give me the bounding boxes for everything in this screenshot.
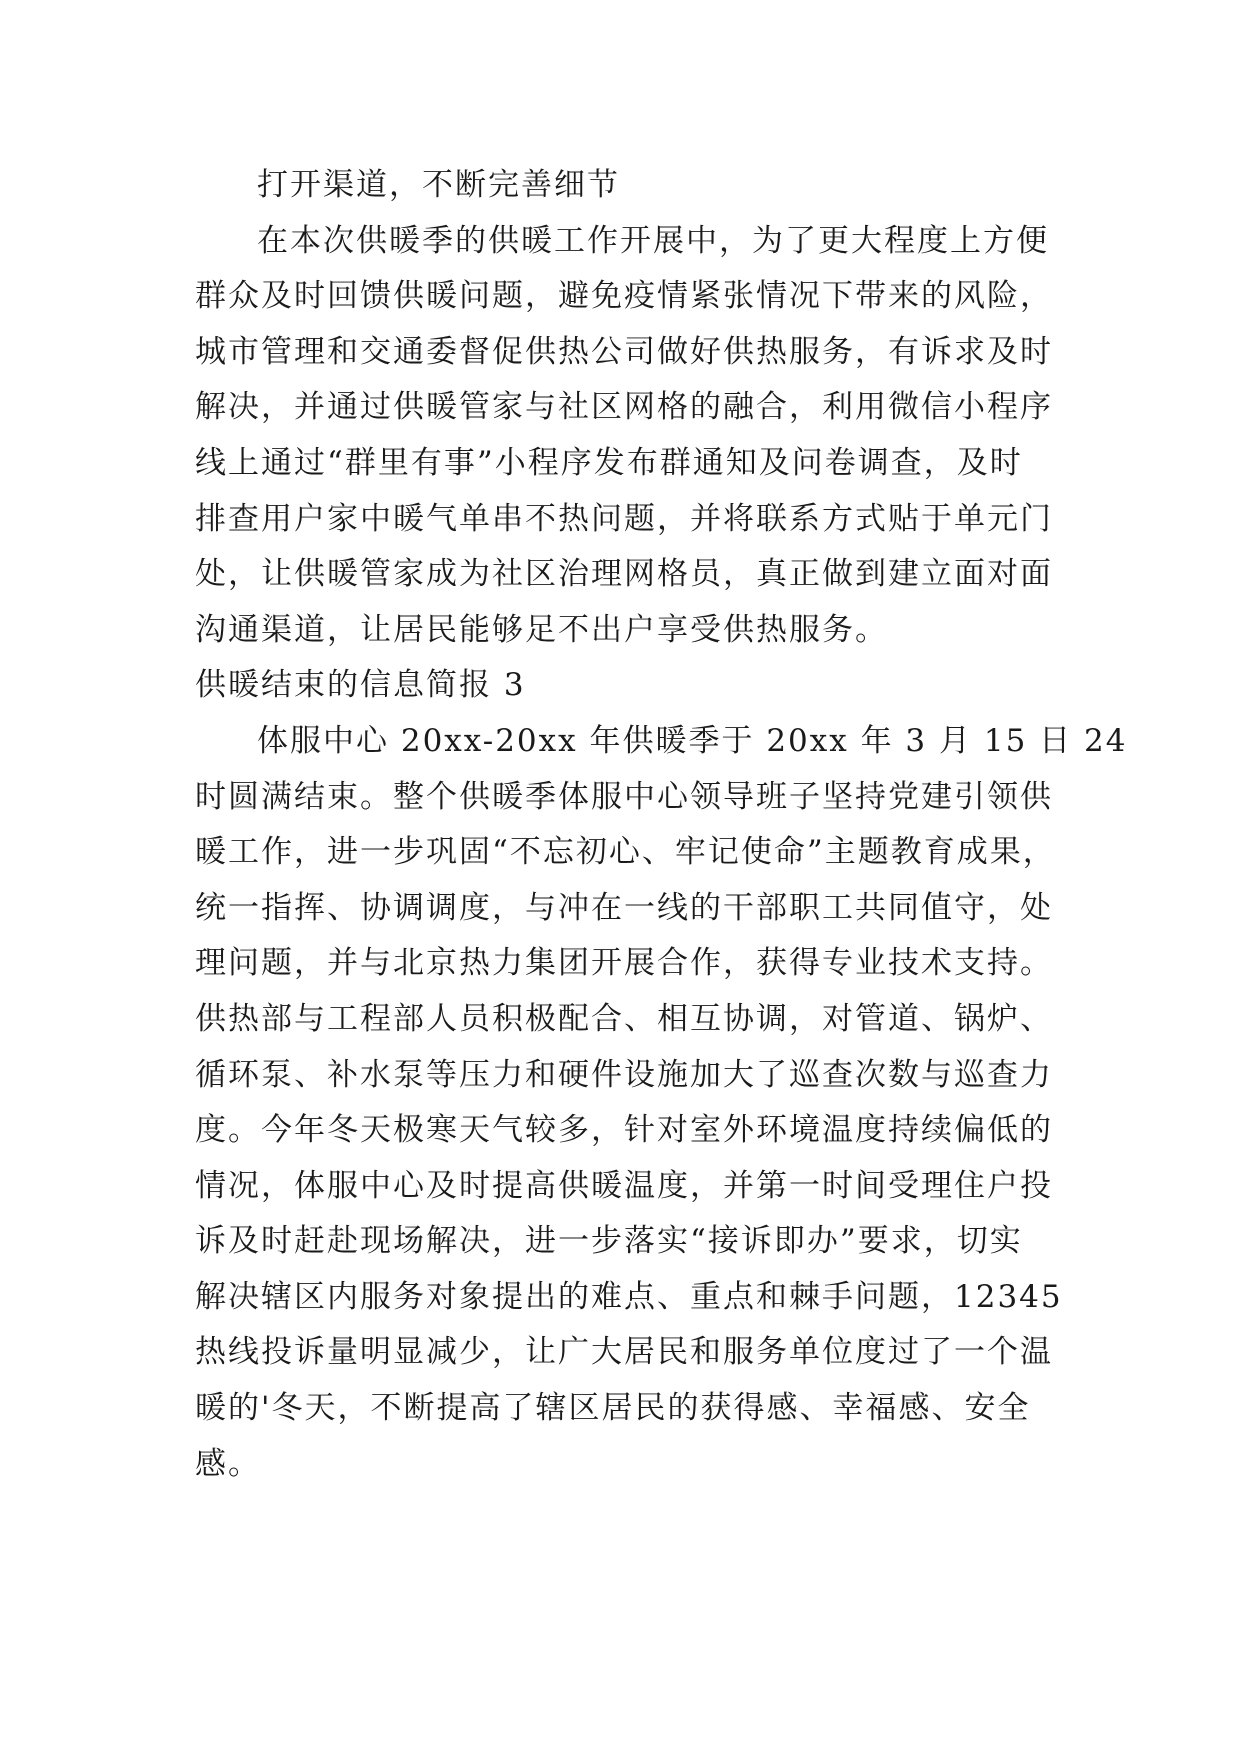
- text-line: 沟通渠道，让居民能够足不出户享受供热服务。: [195, 611, 888, 648]
- text-line: 情况，体服中心及时提高供暖温度，并第一时间受理住户投: [195, 1167, 1053, 1204]
- text-line: 时圆满结束。整个供暖季体服中心领导班子坚持党建引领供: [195, 778, 1053, 815]
- text-line: 统一指挥、协调调度，与冲在一线的干部职工共同值守，处: [195, 889, 1053, 926]
- text-line: 线上通过“群里有事”小程序发布群通知及问卷调查，及时: [195, 444, 1023, 481]
- text-line: 诉及时赶赴现场解决，进一步落实“接诉即办”要求，切实: [195, 1223, 1023, 1260]
- text-line: 暖的'冬天，不断提高了辖区居民的获得感、幸福感、安全: [195, 1390, 1031, 1427]
- document-body: [195, 158, 1128, 1492]
- text-line: 理问题，并与北京热力集团开展合作，获得专业技术支持。: [195, 945, 1053, 982]
- text-line: 打开渠道，不断完善细节: [257, 167, 620, 203]
- section-heading: 供暖结束的信息简报 3: [195, 667, 526, 704]
- text-line: 排查用户家中暖气单串不热问题，并将联系方式贴于单元门: [195, 500, 1053, 537]
- text-line: 体服中心 20xx-20xx 年供暖季于 20xx 年 3 月 15 日 24: [257, 722, 1128, 759]
- text-line: 解决，并通过供暖管家与社区网格的融合，利用微信小程序: [195, 389, 1053, 426]
- text-line: 处，让供暖管家成为社区治理网格员，真正做到建立面对面: [195, 556, 1053, 593]
- text-line: 供热部与工程部人员积极配合、相互协调，对管道、锅炉、: [195, 1000, 1053, 1037]
- text-line: 感。: [195, 1445, 261, 1482]
- text-line: 热线投诉量明显减少，让广大居民和服务单位度过了一个温: [195, 1334, 1053, 1371]
- text-line: 解决辖区内服务对象提出的难点、重点和棘手问题，12345: [195, 1278, 1063, 1315]
- text-line: 群众及时回馈供暖问题，避免疫情紧张情况下带来的风险，: [195, 278, 1053, 315]
- text-line: 度。今年冬天极寒天气较多，针对室外环境温度持续偏低的: [195, 1112, 1053, 1149]
- text-line: 城市管理和交通委督促供热公司做好供热服务，有诉求及时: [195, 333, 1053, 370]
- text-line: 在本次供暖季的供暖工作开展中，为了更大程度上方便: [257, 222, 1049, 259]
- text-line: 暖工作，进一步巩固“不忘初心、牢记使命”主题教育成果，: [195, 834, 1056, 871]
- text-line: 循环泵、补水泵等压力和硬件设施加大了巡查次数与巡查力: [195, 1056, 1053, 1093]
